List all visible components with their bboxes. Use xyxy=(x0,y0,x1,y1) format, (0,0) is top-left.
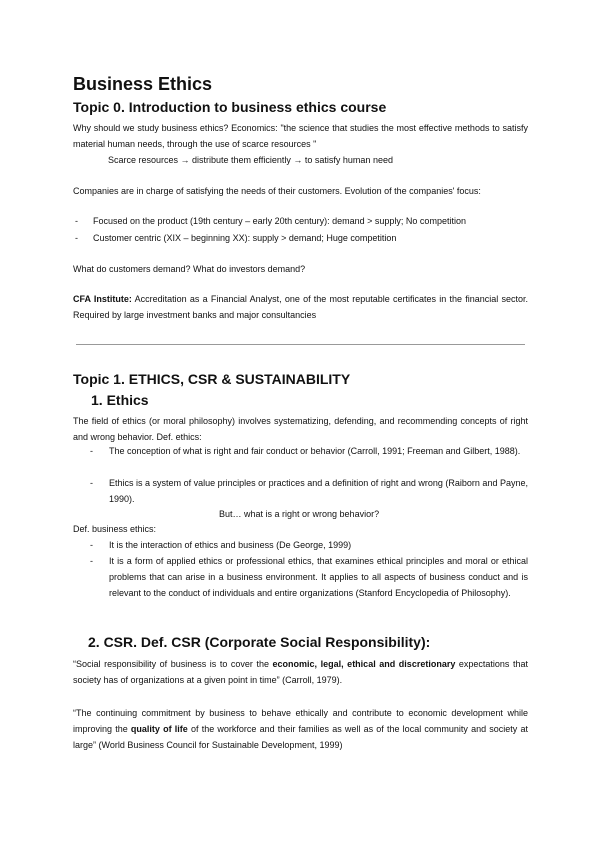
topic0-heading: Topic 0. Introduction to business ethics course xyxy=(73,99,387,115)
csr-quote-carroll xyxy=(73,656,528,688)
section-divider xyxy=(76,344,525,345)
csr-quote-text: “Social responsibility of business is to cover the xyxy=(73,659,273,669)
list-item: The conception of what is right and fair conduct or behavior (Carroll, 1991; Freeman and Gilbert, 1988). xyxy=(109,446,521,456)
ethics-heading: 1. Ethics xyxy=(91,392,149,408)
topic0-cfa-paragraph xyxy=(73,291,528,323)
cfa-text: Accreditation as a Financial Analyst, one of the most reputable certificates in the financial sector. Required by large investment banks and major consultancies xyxy=(73,294,528,320)
list-item: Customer centric (XIX – beginning XX): supply > demand; Huge competition xyxy=(93,233,397,243)
csr-quote-text: expectations that society has of organizations at a given point in time” (Carroll, 1979). xyxy=(73,659,529,685)
business-ethics-label: Def. business ethics: xyxy=(73,524,157,534)
list-bullet: - xyxy=(90,478,93,488)
list-bullet: - xyxy=(90,446,93,456)
list-item: Focused on the product (19th century – early 20th century): demand > supply; No competition xyxy=(93,216,466,226)
csr-quote-emphasis: quality of life xyxy=(130,724,188,734)
csr-quote-text: “The continuing commitment by business to behave ethically and contribute to economic development while improving the xyxy=(73,708,528,734)
ethics-intro-paragraph: The field of ethics (or moral philosophy) involves systematizing, defending, and recommending concepts of right and wrong behavior. Def. ethics: xyxy=(73,416,528,442)
topic0-flow: Scarce resources → distribute them efficiently → to satisfy human need xyxy=(108,155,393,165)
csr-quote-text: of the workforce and their families as well as of the local community and society at large” (World Business Council for Sustainable Development, 1999) xyxy=(73,724,529,750)
but-question: But… what is a right or wrong behavior? xyxy=(219,509,380,519)
topic1-heading: Topic 1. ETHICS, CSR & SUSTAINABILITY xyxy=(73,371,351,387)
list-bullet: - xyxy=(75,216,78,226)
topic0-companies-paragraph: Companies are in charge of satisfying the needs of their customers. Evolution of the companies' focus: xyxy=(73,186,481,196)
csr-quote-wbcsd xyxy=(73,705,528,753)
topic0-why-paragraph: Why should we study business ethics? Economics: "the science that studies the most effective methods to satisfy material human needs, through the use of scarce resources " xyxy=(73,123,528,149)
list-bullet: - xyxy=(90,540,93,550)
list-bullet: - xyxy=(75,233,78,243)
list-item: It is the interaction of ethics and business (De George, 1999) xyxy=(109,540,352,550)
document-title: Business Ethics xyxy=(73,74,213,94)
topic0-question: What do customers demand? What do investors demand? xyxy=(73,264,306,274)
cfa-label: CFA Institute: xyxy=(73,294,132,304)
list-item: It is a form of applied ethics or professional ethics, that examines ethical principles and moral or ethical problems that can arise in a business environment. It applies to all aspects of business conduct and is relevant to the conduct of individuals and entire organizations (Stanford Encyclopedia of Philosophy). xyxy=(109,556,528,598)
csr-heading: 2. CSR. Def. CSR (Corporate Social Responsibility): xyxy=(88,634,431,650)
list-item: Ethics is a system of value principles or practices and a definition of right and wrong (Raiborn and Payne, 1990). xyxy=(109,478,528,504)
csr-quote-emphasis: economic, legal, ethical and discretionary xyxy=(272,659,456,669)
list-bullet: - xyxy=(90,556,93,566)
